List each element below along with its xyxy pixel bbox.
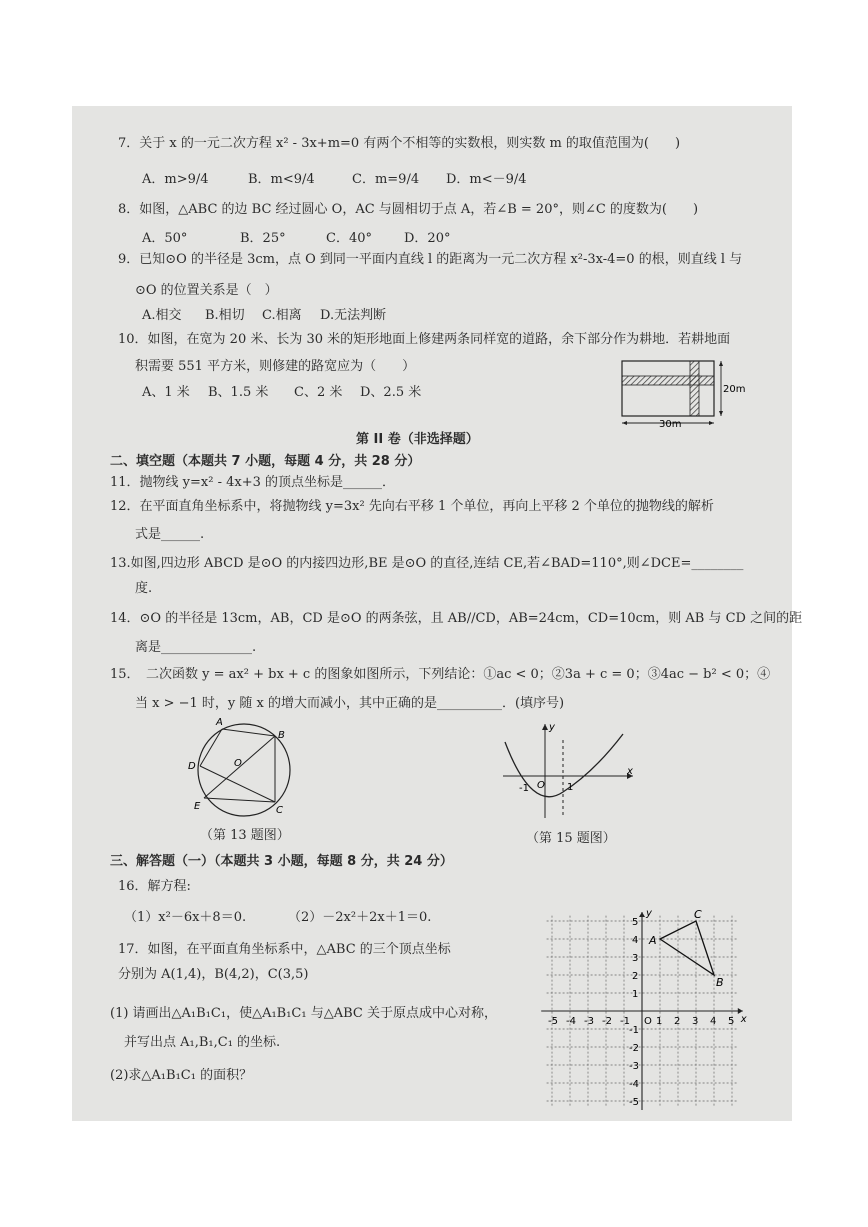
q8-option-a: A．50° [142, 231, 188, 246]
q15-parabola-figure [495, 718, 640, 826]
q17-line2: 分别为 A(1,4)，B(4,2)，C(3,5) [118, 967, 309, 982]
y-tick-label: 5 [632, 917, 639, 928]
label-o: O [234, 758, 242, 769]
x-tick-label: O [644, 1016, 652, 1027]
y-tick-label: -5 [629, 1097, 639, 1108]
q9-option-c: C.相离 [262, 308, 302, 323]
q11: 11．抛物线 y=x² - 4x+3 的顶点坐标是______． [110, 475, 396, 490]
q13-line1: 13.如图,四边形 ABCD 是⊙O 的内接四边形,BE 是⊙O 的直径,连结 CE,若∠BAD=110°,则∠DCE=________ [110, 556, 744, 571]
x-tick-label: 4 [710, 1016, 717, 1027]
triangle-abc [660, 921, 714, 975]
q16-part2: （2）－2x²＋2x＋1＝0. [288, 910, 432, 925]
q8-option-d: D．20° [404, 231, 451, 246]
q12-line2: 式是______. [135, 527, 205, 542]
x-tick-label: 3 [692, 1016, 699, 1027]
label-b: B [278, 730, 285, 741]
x-tick-label: 1 [656, 1016, 663, 1027]
point-c-label: C [694, 908, 702, 921]
height-label: 20m [723, 384, 746, 395]
point-b-label: B [716, 976, 724, 989]
y-axis-label: y [549, 722, 555, 733]
q17-coordinate-grid [538, 908, 748, 1108]
q7-option-a: A．m>9/4 [142, 172, 209, 187]
y-tick-label: 3 [632, 953, 639, 964]
q10-option-b: B、1.5 米 [208, 385, 269, 400]
q10-option-d: D、2.5 米 [360, 385, 422, 400]
q16-part1: （1）x²－6x＋8＝0. [124, 910, 247, 925]
q9-option-a: A.相交 [142, 308, 182, 323]
section3-heading: 三、解答题（一）（本题共 3 小题，每题 8 分，共 24 分） [110, 854, 453, 869]
q8-option-c: C．40° [326, 231, 372, 246]
x-tick-label: -5 [548, 1016, 558, 1027]
y-axis-label: y [646, 908, 652, 919]
minus-one-label: -1 [519, 783, 529, 794]
y-tick-label: -3 [629, 1061, 639, 1072]
q7-option-d: D．m<－9/4 [446, 172, 527, 187]
q9-stem-line1: 9．已知⊙O 的半径是 3cm，点 O 到同一平面内直线 l 的距离为一元二次方程 x²-3x-4=0 的根，则直线 l 与 [118, 252, 743, 267]
q17-line4: 并写出点 A₁,B₁,C₁ 的坐标. [124, 1035, 281, 1050]
y-tick-label: 2 [632, 971, 639, 982]
q17-line5: (2)求△A₁B₁C₁ 的面积？ [110, 1068, 253, 1083]
width-label: 30m [659, 419, 682, 430]
q10-stem-line2: 积需要 551 平方米，则修建的路宽应为（ ） [135, 359, 416, 374]
label-c: C [276, 805, 283, 816]
x-tick-label: -1 [620, 1016, 630, 1027]
fig15-caption: （第 15 题图） [526, 831, 616, 846]
x-tick-label: 5 [728, 1016, 735, 1027]
x-tick-label: -2 [602, 1016, 612, 1027]
q8-option-b: B．25° [240, 231, 286, 246]
label-d: D [188, 761, 196, 772]
y-tick-label: -2 [629, 1043, 639, 1054]
q9-option-d: D.无法判断 [320, 308, 387, 323]
point-a-label: A [649, 934, 657, 947]
part2-title: 第 II 卷（非选择题） [356, 432, 479, 447]
y-tick-label: 1 [632, 989, 639, 1000]
label-e: E [194, 801, 201, 812]
q10-field-figure [615, 355, 746, 430]
y-tick-label: 4 [632, 935, 639, 946]
q15-line1: 15． 二次函数 y = ax² + bx + c 的图象如图所示，下列结论：①ac < 0；②3a + c = 0；③4ac − b² < 0；④ [110, 667, 771, 682]
y-tick-label: -1 [629, 1025, 639, 1036]
q14-line1: 14．⊙O 的半径是 13cm，AB，CD 是⊙O 的两条弦，且 AB//CD，AB=24cm，CD=10cm，则 AB 与 CD 之间的距 [110, 611, 803, 626]
x-tick-label: -4 [566, 1016, 576, 1027]
q16-title: 16．解方程: [118, 879, 191, 894]
q13-circle-figure [180, 714, 310, 826]
q14-line2: 离是______________. [135, 640, 257, 655]
q10-stem-line1: 10．如图，在宽为 20 米、长为 30 米的矩形地面上修建两条同样宽的道路，余下部分作为耕地．若耕地面 [118, 332, 731, 347]
one-label: 1 [567, 782, 574, 793]
vertical-road [690, 361, 699, 416]
q12-line1: 12．在平面直角坐标系中，将抛物线 y=3x² 先向右平移 1 个单位，再向上平移 2 个单位的抛物线的解析 [110, 499, 714, 514]
q17-line3: (1) 请画出△A₁B₁C₁，使△A₁B₁C₁ 与△ABC 关于原点成中心对称， [110, 1006, 497, 1021]
q7-stem: 7．关于 x 的一元二次方程 x² - 3x+m=0 有两个不相等的实数根，则实数 m 的取值范围为( ) [118, 136, 681, 151]
q10-option-a: A、1 米 [142, 385, 190, 400]
q9-stem-line2: ⊙O 的位置关系是（ ） [135, 283, 278, 298]
x-axis-label: x [740, 1014, 747, 1025]
q7-option-b: B．m<9/4 [248, 172, 315, 187]
q8-stem: 8．如图，△ABC 的边 BC 经过圆心 O，AC 与圆相切于点 A，若∠B = 20°，则∠C 的度数为( ) [118, 202, 699, 217]
label-a: A [216, 717, 223, 728]
q7-option-c: C．m=9/4 [352, 172, 420, 187]
q13-line2: 度. [135, 581, 153, 596]
origin-label: O [537, 780, 545, 791]
x-tick-label: -3 [584, 1016, 594, 1027]
y-tick-label: -4 [629, 1079, 639, 1090]
q17-line1: 17．如图，在平面直角坐标系中，△ABC 的三个顶点坐标 [118, 942, 451, 957]
q15-line2: 当 x > −1 时，y 随 x 的增大而减小，其中正确的是__________．(填序号) [135, 696, 565, 711]
section2-heading: 二、填空题（本题共 7 小题，每题 4 分，共 28 分） [110, 454, 421, 469]
q9-option-b: B.相切 [205, 308, 245, 323]
q10-option-c: C、2 米 [294, 385, 343, 400]
horizontal-road [622, 376, 714, 385]
y-axis-arrow [639, 912, 645, 917]
x-tick-label: 2 [674, 1016, 681, 1027]
x-axis-label: x [627, 766, 633, 777]
fig13-caption: （第 13 题图） [200, 828, 290, 843]
